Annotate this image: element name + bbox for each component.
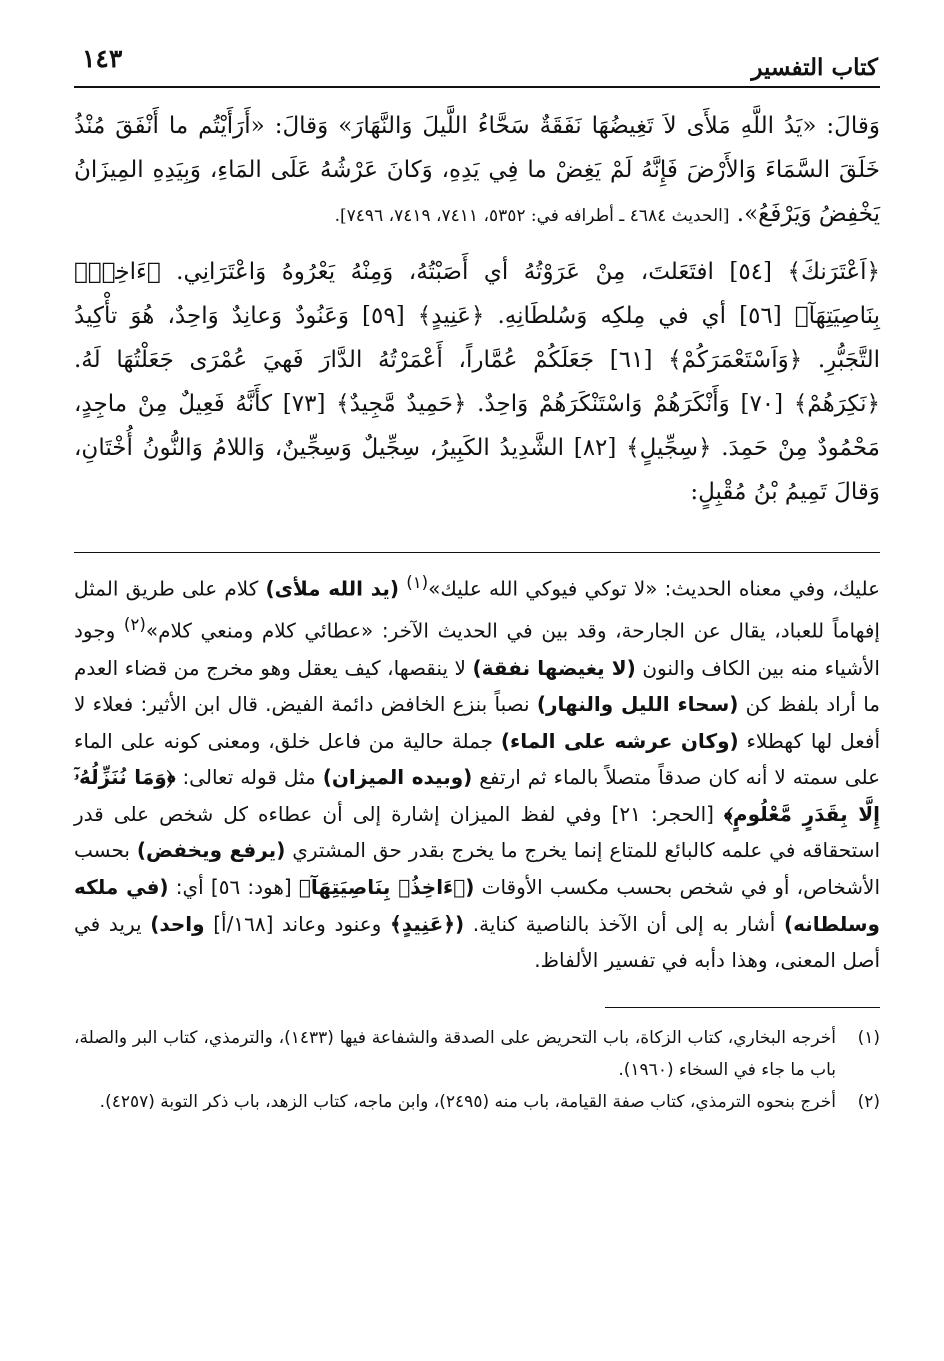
footnote-text: أخرجه البخاري، كتاب الزكاة، باب التحريض على الصدقة والشفاعة فيها (١٤٣٣)، والترمذي، كتاب البر والصلة، باب ما جاء في السخاء (١٩٦٠).: [74, 1027, 836, 1080]
commentary-lemma: (لا يغيضها نفقة): [472, 655, 636, 680]
page-header: [74, 36, 880, 86]
hadith-reference: [الحديث ٤٦٨٤ ـ أطرافه في: ٥٣٥٢، ٧٤١١، ٧٤١٩، ٧٤٩٦].: [334, 206, 730, 226]
commentary-segment: أشار به إلى أن الآخذ بالناصية كناية.: [464, 911, 776, 936]
footnote-number: (١): [857, 1027, 880, 1048]
book-title: كتاب التفسير: [751, 54, 878, 81]
commentary-segment: بحسب الأشخاص، أو في شخص بحسب مكسب الأوقات: [74, 838, 881, 900]
footnotes: [74, 1022, 880, 1118]
footnote-1: [74, 1022, 880, 1086]
commentary-lemma: (في ملكه وسلطانه): [74, 875, 880, 936]
page-number: ١٤٣: [82, 44, 123, 73]
commentary-segment: كلام على طريق المثل إفهاماً للعباد، يقال عن الجارحة، وقد بين في الحديث الآخر: «عطائي كلام ومنعي كلام»: [74, 576, 880, 643]
footnote-separator: [605, 1007, 880, 1008]
header-rule: [74, 86, 880, 88]
commentary-segment: عليك، وفي معناه الحديث: «لا توكي فيوكي الله عليك»: [428, 576, 881, 601]
commentary-segment: جملة حالية من فاعل خلق، ومعنى كونه على الماء على سمته لا أنه كان صدقاً متصلاً بالماء ثم ارتفع: [74, 728, 881, 790]
commentary-lemma: (سحاء الليل والنهار): [536, 692, 739, 717]
quran-quote: ﴿وَمَا نُنَزِّلُهُۥٓ إِلَّا بِقَدَرٍ مَّعْلُومٍ﴾: [74, 765, 881, 826]
footnote-text: أخرج بنحوه الترمذي، كتاب صفة القيامة، باب منه (٢٤٩٥)، وابن ماجه، كتاب الزهد، باب ذكر التوبة (٤٢٥٧).: [99, 1091, 836, 1112]
commentary-separator: [74, 552, 880, 553]
glossary-paragraph: ﴿اَعْتَرَنكَ﴾ [٥٤] افتَعَلتَ، مِنْ عَرَوْتُهُ أي أَصَبْتُهُ، وَمِنْهُ يَعْرُوهُ وَاعْتَرَانِي. ﴿ءَاخِذُۢ بِنَاصِيَتِهَآ﴾ [٥٦] أي في مِلكِه وَسُلطَانِهِ. ﴿عَنِيدٍ﴾ [٥٩] وَعَنُودٌ وَعانِدٌ وَاحِدٌ، هُوَ تأْكِيدُ التَّجَبُّرِ. ﴿وَاَسْتَعْمَرَكُمْ﴾ [٦١] جَعَلَكُمْ عُمَّاراً، أَعْمَرْتُهُ الدَّارَ فَهيَ عُمْرَى جَعَلْتُهَا لَهُ. ﴿نَكِرَهُمْ﴾ [٧٠] وَأَنْكَرَهُمْ وَاسْتَنْكَرَهُمْ وَاحِدٌ. ﴿حَمِيدٌ مَّجِيدٌ﴾ [٧٣] كأَنَّهُ فَعِيلٌ مِنْ ماجِدٍ، مَحْمُودٌ مِنْ حَمِدَ. ﴿سِجِّيلٍ﴾ [٨٢] الشَّدِيدُ الكَبِيرُ، سِجِّيلٌ وَسِجِّينٌ، وَاللامُ وَالنُّونُ أُخْتَانِ، وَقالَ تَمِيمُ بْنُ مُقْبِلٍ:: [74, 259, 881, 505]
commentary-lemma: واحد): [150, 911, 205, 936]
commentary-lemma: (وكان عرشه على الماء): [500, 728, 739, 753]
commentary-segment: [هود: ٥٦] أي:: [168, 875, 292, 900]
commentary-segment: نصباً بنزع الخافض دائمة الفيض. قال ابن الأثير: فعلاء لا أفعل لها كهطلاء: [74, 692, 881, 753]
commentary-segment: وعنود وعاند [١٦٨/أ]: [204, 911, 382, 936]
commentary-segment: لا ينقصها، كيف يعقل وهو مخرج من قضاء العدم ما أراد بلفظ كن: [74, 655, 880, 717]
hadith-text: [74, 104, 880, 238]
footnote-marker-1: (١): [406, 573, 429, 592]
commentary-text: [74, 565, 880, 979]
commentary-segment: يريد في أصل المعنى، وهذا دأبه في تفسير الألفاظ.: [74, 911, 880, 973]
hadith-body: وَقالَ: «يَدُ اللَّهِ مَلأَى لاَ تَغِيضُهَا نَفَقَةٌ سَحَّاءُ اللَّيلَ وَالنَّهَارَ» وَقالَ: «أَرَأَيْتُم ما أَنْفَقَ مُنْذُ خَلَقَ السَّمَاءَ وَالأَرْضَ فَإِنَّهُ لَمْ يَغِضْ ما فِي يَدِهِ، وَكانَ عَرْشُهُ عَلَى المَاءِ، وَبِيَدِهِ المِيزَانُ يَخْفِضُ وَيَرْفَعُ».: [74, 113, 880, 227]
commentary-segment: وجود الأشياء منه بين الكاف والنون: [74, 618, 880, 680]
commentary-lemma: (يرفع ويخفض): [136, 838, 286, 863]
commentary-segment: [الحجر: ٢١] وفي لفظ الميزان إشارة إلى أن عطاءه كل شخص على قدر استحقاقه في علمه كالبائع للمتاع إنما يخرج ما يخرج بقدر حق المشتري: [74, 801, 881, 863]
commentary-segment: مثل قوله تعالى:: [175, 765, 316, 790]
book-page: [74, 36, 880, 1336]
commentary-lemma: (وبيده الميزان): [322, 765, 473, 790]
quran-quote: (﴿ءَاخِذُۢ بِنَاصِيَتِهَآ﴾: [298, 875, 475, 900]
commentary-lemma: (يد الله ملأى): [265, 576, 399, 601]
footnote-marker-2: (٢): [123, 615, 146, 635]
quran-quote: (﴿عَنِيدٍ﴾: [389, 911, 465, 936]
footnote-2: [74, 1086, 880, 1118]
footnote-number: (٢): [857, 1091, 880, 1112]
